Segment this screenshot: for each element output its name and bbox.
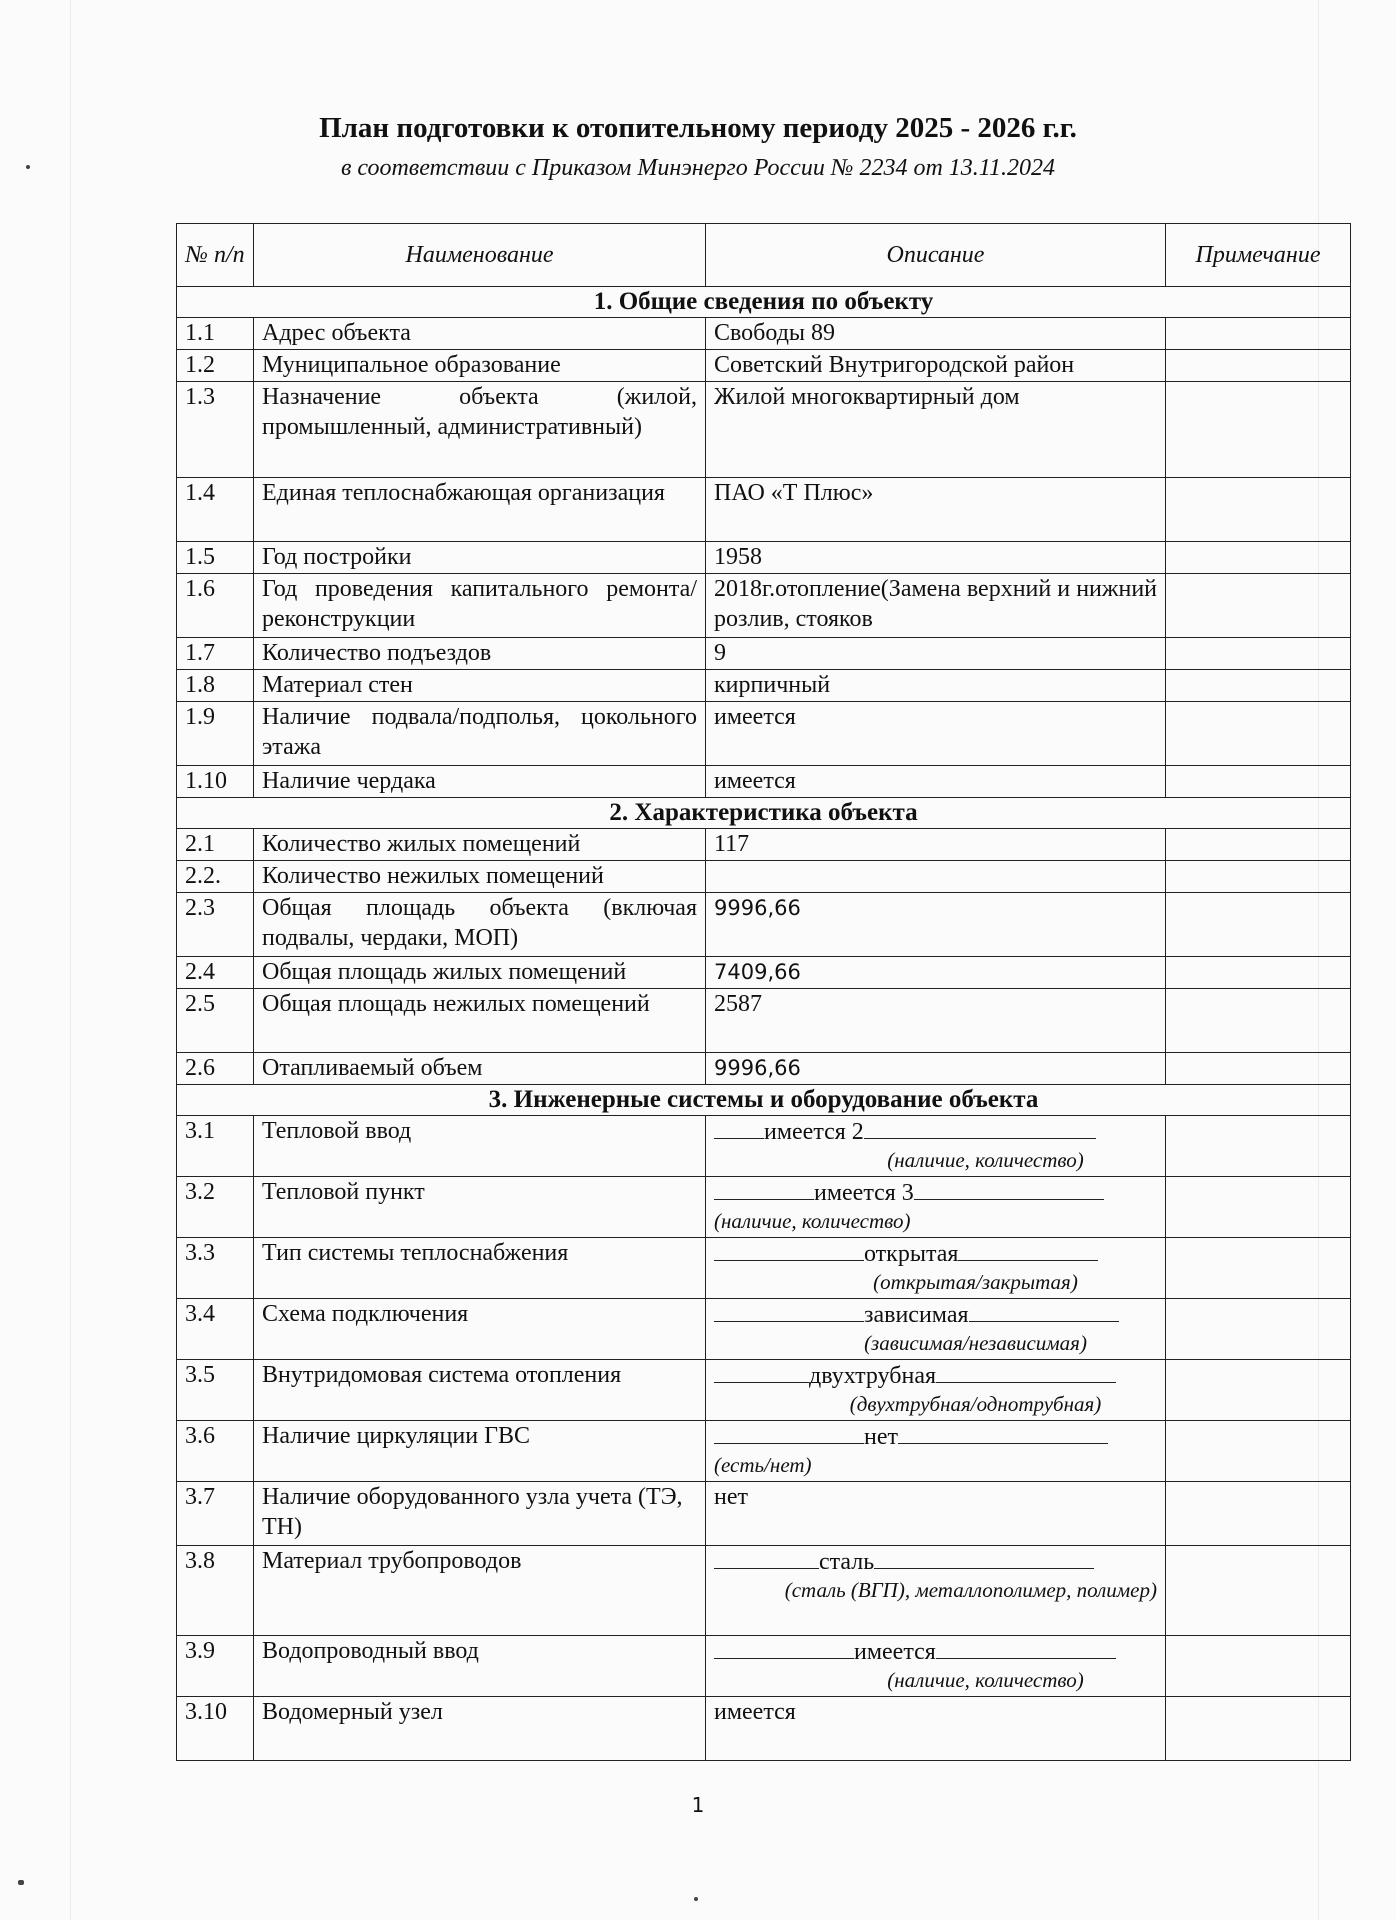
section-header [177, 1085, 1351, 1116]
row-value: сталь [819, 1549, 875, 1575]
section-title: 3. Инженерные системы и оборудование объекта [177, 1085, 1351, 1116]
table-row [177, 1421, 1351, 1482]
row-num: 3.6 [177, 1421, 254, 1482]
row-value-cell [706, 1238, 1166, 1299]
row-num: 1.8 [177, 670, 254, 702]
row-value: зависимая [864, 1302, 969, 1328]
row-num: 1.2 [177, 350, 254, 382]
document-title: План подготовки к отопительному периоду 2025 - 2026 г.г. [319, 112, 1077, 144]
row-name: Материал трубопроводов [254, 1546, 706, 1636]
row-note [1166, 318, 1351, 350]
row-note [1166, 702, 1351, 766]
row-name: Водомерный узел [254, 1697, 706, 1761]
row-note [1166, 1482, 1351, 1546]
row-name: Общая площадь жилых помещений [254, 957, 706, 989]
table-row [177, 670, 1351, 702]
row-num: 1.6 [177, 574, 254, 638]
row-note [1166, 1299, 1351, 1360]
table-row [177, 1053, 1351, 1085]
row-note [1166, 638, 1351, 670]
row-name: Тепловой пункт [254, 1177, 706, 1238]
row-num: 1.5 [177, 542, 254, 574]
row-hint: (двухтрубная/однотрубная) [849, 1392, 1102, 1416]
row-value-cell [706, 1421, 1166, 1482]
row-value: 117 [706, 829, 1166, 861]
table-row [177, 542, 1351, 574]
row-num: 3.5 [177, 1360, 254, 1421]
heating-plan-table [176, 223, 1351, 1761]
row-num: 1.9 [177, 702, 254, 766]
row-value: Жилой многоквартирный дом [706, 382, 1166, 478]
row-value: имеется [706, 766, 1166, 798]
row-value: 2587 [706, 989, 1166, 1053]
scan-speck [26, 165, 30, 169]
row-num: 2.1 [177, 829, 254, 861]
row-value: имеется [854, 1639, 936, 1665]
row-name: Год постройки [254, 542, 706, 574]
row-value: кирпичный [706, 670, 1166, 702]
table-row [177, 574, 1351, 638]
table-row [177, 1299, 1351, 1360]
table-row [177, 350, 1351, 382]
row-name: Схема подключения [254, 1299, 706, 1360]
row-name: Тип системы теплоснабжения [254, 1238, 706, 1299]
row-name: Адрес объекта [254, 318, 706, 350]
table-row [177, 478, 1351, 542]
document-subtitle: в соответствии с Приказом Минэнерго России № 2234 от 13.11.2024 [340, 155, 1056, 181]
header-description: Описание [706, 224, 1166, 287]
row-num: 1.1 [177, 318, 254, 350]
row-num: 3.8 [177, 1546, 254, 1636]
row-note [1166, 1697, 1351, 1761]
row-num: 3.4 [177, 1299, 254, 1360]
row-name: Отапливаемый объем [254, 1053, 706, 1085]
table-row [177, 766, 1351, 798]
table-row [177, 1360, 1351, 1421]
table-row [177, 861, 1351, 893]
table-row [177, 893, 1351, 957]
row-note [1166, 957, 1351, 989]
section-title: 1. Общие сведения по объекту [177, 287, 1351, 318]
row-num: 1.7 [177, 638, 254, 670]
row-value: нет [706, 1482, 1166, 1546]
row-name: Количество жилых помещений [254, 829, 706, 861]
table-row [177, 957, 1351, 989]
row-hint: (есть/нет) [714, 1453, 812, 1477]
row-num: 3.9 [177, 1636, 254, 1697]
row-value: 2018г.отопление(Замена верхний и нижний розлив, стояков [706, 574, 1166, 638]
row-value: 9 [706, 638, 1166, 670]
row-name: Количество подъездов [254, 638, 706, 670]
row-num: 2.6 [177, 1053, 254, 1085]
row-name: Наличие оборудованного узла учета (ТЭ, ТН) [254, 1482, 706, 1546]
row-value: 1958 [706, 542, 1166, 574]
row-note [1166, 478, 1351, 542]
row-value: имеется [706, 702, 1166, 766]
row-name: Муниципальное образование [254, 350, 706, 382]
row-value: Свободы 89 [706, 318, 1166, 350]
row-note [1166, 1238, 1351, 1299]
scan-speck [18, 1880, 24, 1885]
row-name: Тепловой ввод [254, 1116, 706, 1177]
section-title: 2. Характеристика объекта [177, 798, 1351, 829]
row-value-cell [706, 1299, 1166, 1360]
header-name: Наименование [254, 224, 706, 287]
row-note [1166, 1177, 1351, 1238]
row-value: 7409,66 [706, 957, 1166, 989]
table-row [177, 1697, 1351, 1761]
table-row [177, 1546, 1351, 1636]
row-num: 2.5 [177, 989, 254, 1053]
row-note [1166, 1360, 1351, 1421]
row-name: Наличие чердака [254, 766, 706, 798]
row-note [1166, 1636, 1351, 1697]
row-name: Материал стен [254, 670, 706, 702]
row-value: имеется [706, 1697, 1166, 1761]
row-value-cell [706, 1636, 1166, 1697]
table-row [177, 702, 1351, 766]
scan-artifact [70, 0, 71, 1920]
row-num: 1.3 [177, 382, 254, 478]
section-header [177, 798, 1351, 829]
row-note [1166, 893, 1351, 957]
row-value-cell [706, 1546, 1166, 1636]
table-row [177, 1482, 1351, 1546]
row-hint: (наличие, количество) [714, 1209, 911, 1233]
row-note [1166, 1546, 1351, 1636]
row-value-cell [706, 1360, 1166, 1421]
row-name: Назначение объекта (жилой, промышленный, административный) [254, 382, 706, 478]
row-num: 2.4 [177, 957, 254, 989]
row-value: Советский Внутригородской район [706, 350, 1166, 382]
row-hint: (наличие, количество) [887, 1668, 1084, 1692]
table-row [177, 638, 1351, 670]
row-value: имеется 2 [764, 1119, 864, 1145]
row-value: 9996,66 [706, 1053, 1166, 1085]
row-name: Единая теплоснабжающая организация [254, 478, 706, 542]
row-hint: (наличие, количество) [887, 1148, 1084, 1172]
row-hint: (сталь (ВГП), металлополимер, полимер) [784, 1578, 1157, 1602]
row-note [1166, 382, 1351, 478]
table-row [177, 1177, 1351, 1238]
row-value [706, 861, 1166, 893]
row-num: 1.4 [177, 478, 254, 542]
row-name: Год проведения капитального ремонта/реконструкции [254, 574, 706, 638]
row-num: 2.2. [177, 861, 254, 893]
header-note: Примечание [1166, 224, 1351, 287]
row-num: 3.2 [177, 1177, 254, 1238]
row-name: Общая площадь нежилых помещений [254, 989, 706, 1053]
row-name: Внутридомовая система отопления [254, 1360, 706, 1421]
row-value-cell [706, 1177, 1166, 1238]
row-name: Наличие подвала/подполья, цокольного этажа [254, 702, 706, 766]
table-row [177, 989, 1351, 1053]
row-num: 3.7 [177, 1482, 254, 1546]
row-note [1166, 1116, 1351, 1177]
row-num: 3.3 [177, 1238, 254, 1299]
row-num: 3.10 [177, 1697, 254, 1761]
table-row [177, 1636, 1351, 1697]
row-value: 9996,66 [706, 893, 1166, 957]
row-note [1166, 1421, 1351, 1482]
row-name: Количество нежилых помещений [254, 861, 706, 893]
row-num: 2.3 [177, 893, 254, 957]
row-note [1166, 350, 1351, 382]
row-note [1166, 670, 1351, 702]
table-header-row [177, 224, 1351, 287]
row-note [1166, 766, 1351, 798]
row-value: имеется 3 [814, 1180, 914, 1206]
table-row [177, 1116, 1351, 1177]
table-row [177, 829, 1351, 861]
row-note [1166, 829, 1351, 861]
row-note [1166, 861, 1351, 893]
row-name: Общая площадь объекта (включая подвалы, чердаки, МОП) [254, 893, 706, 957]
scan-speck [694, 1897, 698, 1901]
row-name: Водопроводный ввод [254, 1636, 706, 1697]
section-header [177, 287, 1351, 318]
row-value-cell [706, 1116, 1166, 1177]
row-value: ПАО «Т Плюс» [706, 478, 1166, 542]
row-num: 1.10 [177, 766, 254, 798]
row-hint: (открытая/закрытая) [873, 1270, 1078, 1294]
row-value: открытая [864, 1241, 959, 1267]
table-row [177, 382, 1351, 478]
row-value: нет [864, 1424, 898, 1450]
row-note [1166, 574, 1351, 638]
header-num: № п/п [177, 224, 254, 287]
table-row [177, 318, 1351, 350]
row-note [1166, 542, 1351, 574]
row-num: 3.1 [177, 1116, 254, 1177]
page-number: 1 [691, 1793, 705, 1817]
row-name: Наличие циркуляции ГВС [254, 1421, 706, 1482]
row-hint: (зависимая/независимая) [864, 1331, 1087, 1355]
row-note [1166, 1053, 1351, 1085]
table-row [177, 1238, 1351, 1299]
row-value: двухтрубная [809, 1363, 937, 1389]
row-note [1166, 989, 1351, 1053]
